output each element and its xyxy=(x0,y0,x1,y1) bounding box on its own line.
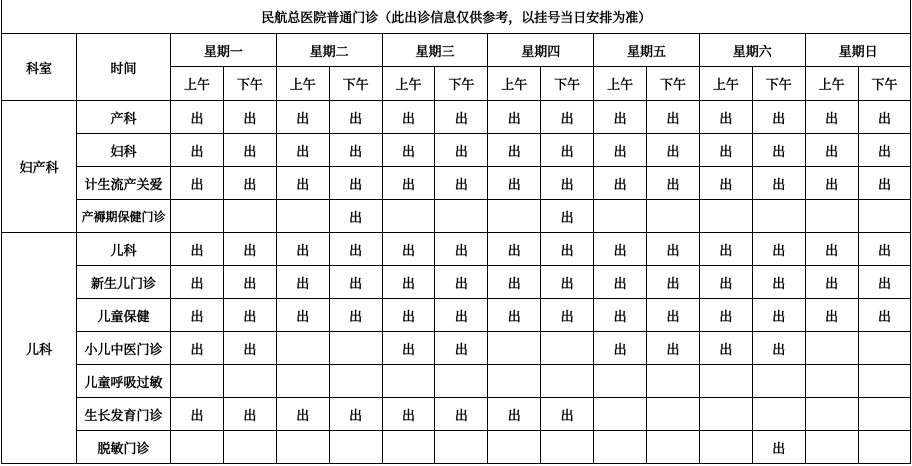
schedule-cell: 出 xyxy=(488,134,541,167)
schedule-cell xyxy=(329,365,382,398)
department-name: 妇产科 xyxy=(2,101,77,233)
schedule-cell xyxy=(699,431,752,464)
schedule-table xyxy=(1,0,911,464)
schedule-cell: 出 xyxy=(171,332,224,365)
schedule-cell: 出 xyxy=(805,167,858,200)
am-header: 上午 xyxy=(488,67,541,101)
schedule-cell xyxy=(858,332,911,365)
schedule-cell: 出 xyxy=(541,299,594,332)
schedule-cell: 出 xyxy=(171,398,224,431)
pm-header: 下午 xyxy=(435,67,488,101)
schedule-cell: 出 xyxy=(647,134,700,167)
schedule-cell: 出 xyxy=(752,266,805,299)
schedule-cell: 出 xyxy=(329,299,382,332)
schedule-cell: 出 xyxy=(858,233,911,266)
schedule-cell xyxy=(382,431,435,464)
schedule-cell: 出 xyxy=(699,233,752,266)
schedule-cell: 出 xyxy=(541,101,594,134)
schedule-cell: 出 xyxy=(594,101,647,134)
schedule-cell xyxy=(382,200,435,233)
schedule-cell: 出 xyxy=(488,299,541,332)
schedule-cell xyxy=(223,365,276,398)
schedule-cell: 出 xyxy=(382,233,435,266)
schedule-cell xyxy=(594,431,647,464)
department-name: 儿科 xyxy=(2,233,77,464)
schedule-cell: 出 xyxy=(329,101,382,134)
schedule-cell: 出 xyxy=(699,299,752,332)
schedule-cell xyxy=(805,398,858,431)
clinic-name: 新生儿门诊 xyxy=(77,266,171,299)
schedule-cell: 出 xyxy=(435,398,488,431)
schedule-cell xyxy=(594,365,647,398)
clinic-name: 产科 xyxy=(77,101,171,134)
schedule-cell: 出 xyxy=(805,266,858,299)
schedule-cell: 出 xyxy=(752,431,805,464)
schedule-cell: 出 xyxy=(329,398,382,431)
schedule-cell: 出 xyxy=(276,266,329,299)
schedule-cell: 出 xyxy=(171,233,224,266)
schedule-cell: 出 xyxy=(699,101,752,134)
schedule-cell xyxy=(858,365,911,398)
schedule-cell: 出 xyxy=(171,167,224,200)
schedule-cell: 出 xyxy=(382,299,435,332)
day-header: 星期三 xyxy=(382,34,488,67)
dept-header: 科室 xyxy=(2,34,77,101)
schedule-cell: 出 xyxy=(858,299,911,332)
schedule-cell: 出 xyxy=(541,233,594,266)
table-title: 民航总医院普通门诊（此出诊信息仅供参考，以挂号当日安排为准） xyxy=(2,0,911,34)
schedule-cell xyxy=(541,365,594,398)
schedule-cell xyxy=(223,431,276,464)
table-row xyxy=(2,101,911,134)
schedule-cell xyxy=(858,398,911,431)
schedule-cell: 出 xyxy=(594,167,647,200)
clinic-name: 计生流产关爱 xyxy=(77,167,171,200)
schedule-cell: 出 xyxy=(435,299,488,332)
schedule-cell: 出 xyxy=(699,167,752,200)
clinic-name: 生长发育门诊 xyxy=(77,398,171,431)
schedule-cell: 出 xyxy=(541,167,594,200)
schedule-cell: 出 xyxy=(382,101,435,134)
schedule-cell xyxy=(329,332,382,365)
day-header: 星期六 xyxy=(699,34,805,67)
schedule-cell xyxy=(752,200,805,233)
schedule-cell: 出 xyxy=(752,332,805,365)
schedule-cell xyxy=(488,200,541,233)
day-header: 星期二 xyxy=(276,34,382,67)
clinic-name: 小儿中医门诊 xyxy=(77,332,171,365)
schedule-cell: 出 xyxy=(223,167,276,200)
clinic-name: 产褥期保健门诊 xyxy=(77,200,171,233)
schedule-cell xyxy=(276,431,329,464)
schedule-cell xyxy=(647,431,700,464)
pm-header: 下午 xyxy=(858,67,911,101)
schedule-cell: 出 xyxy=(858,101,911,134)
schedule-cell: 出 xyxy=(329,266,382,299)
pm-header: 下午 xyxy=(329,67,382,101)
clinic-name: 儿童呼吸过敏 xyxy=(77,365,171,398)
schedule-cell xyxy=(752,398,805,431)
pm-header: 下午 xyxy=(541,67,594,101)
schedule-cell: 出 xyxy=(223,299,276,332)
schedule-cell: 出 xyxy=(276,398,329,431)
schedule-cell: 出 xyxy=(435,233,488,266)
schedule-cell: 出 xyxy=(541,398,594,431)
schedule-cell xyxy=(699,365,752,398)
schedule-cell: 出 xyxy=(594,332,647,365)
schedule-cell: 出 xyxy=(488,266,541,299)
schedule-cell: 出 xyxy=(647,167,700,200)
schedule-cell xyxy=(435,365,488,398)
schedule-cell xyxy=(276,365,329,398)
schedule-cell xyxy=(805,431,858,464)
schedule-cell xyxy=(647,398,700,431)
schedule-cell: 出 xyxy=(435,101,488,134)
schedule-cell: 出 xyxy=(223,233,276,266)
schedule-cell: 出 xyxy=(488,398,541,431)
schedule-cell: 出 xyxy=(752,101,805,134)
schedule-cell: 出 xyxy=(647,332,700,365)
schedule-cell: 出 xyxy=(488,233,541,266)
day-header: 星期五 xyxy=(594,34,700,67)
schedule-cell: 出 xyxy=(752,233,805,266)
schedule-cell: 出 xyxy=(276,101,329,134)
schedule-cell: 出 xyxy=(171,134,224,167)
am-header: 上午 xyxy=(699,67,752,101)
schedule-cell xyxy=(276,200,329,233)
schedule-cell xyxy=(647,200,700,233)
schedule-cell: 出 xyxy=(647,233,700,266)
am-header: 上午 xyxy=(594,67,647,101)
schedule-cell: 出 xyxy=(435,332,488,365)
schedule-cell xyxy=(223,200,276,233)
schedule-cell xyxy=(594,200,647,233)
schedule-cell: 出 xyxy=(223,266,276,299)
schedule-cell: 出 xyxy=(805,134,858,167)
day-header: 星期一 xyxy=(171,34,277,67)
am-header: 上午 xyxy=(805,67,858,101)
schedule-cell: 出 xyxy=(647,266,700,299)
table-row xyxy=(2,200,911,233)
schedule-cell: 出 xyxy=(329,200,382,233)
schedule-cell xyxy=(541,431,594,464)
schedule-cell: 出 xyxy=(594,233,647,266)
schedule-cell: 出 xyxy=(541,200,594,233)
schedule-cell xyxy=(699,200,752,233)
day-header: 星期四 xyxy=(488,34,594,67)
schedule-cell: 出 xyxy=(699,266,752,299)
clinic-name: 脱敏门诊 xyxy=(77,431,171,464)
schedule-cell: 出 xyxy=(488,101,541,134)
pm-header: 下午 xyxy=(223,67,276,101)
schedule-cell: 出 xyxy=(382,134,435,167)
schedule-cell xyxy=(435,431,488,464)
schedule-cell: 出 xyxy=(805,101,858,134)
schedule-cell: 出 xyxy=(223,332,276,365)
table-row xyxy=(2,332,911,365)
schedule-cell xyxy=(171,200,224,233)
schedule-cell xyxy=(647,365,700,398)
table-row xyxy=(2,134,911,167)
schedule-cell: 出 xyxy=(382,332,435,365)
pm-header: 下午 xyxy=(647,67,700,101)
schedule-cell xyxy=(858,200,911,233)
schedule-cell: 出 xyxy=(382,266,435,299)
schedule-cell xyxy=(594,398,647,431)
schedule-cell xyxy=(805,332,858,365)
schedule-cell xyxy=(171,431,224,464)
table-row xyxy=(2,365,911,398)
schedule-cell xyxy=(488,431,541,464)
schedule-cell xyxy=(435,200,488,233)
schedule-cell: 出 xyxy=(171,266,224,299)
clinic-name: 妇科 xyxy=(77,134,171,167)
schedule-cell: 出 xyxy=(171,101,224,134)
clinic-name: 儿科 xyxy=(77,233,171,266)
schedule-cell: 出 xyxy=(435,134,488,167)
schedule-cell xyxy=(488,332,541,365)
schedule-cell xyxy=(858,431,911,464)
am-header: 上午 xyxy=(382,67,435,101)
schedule-cell: 出 xyxy=(858,134,911,167)
schedule-cell: 出 xyxy=(858,266,911,299)
schedule-cell: 出 xyxy=(382,167,435,200)
schedule-cell xyxy=(805,365,858,398)
pm-header: 下午 xyxy=(752,67,805,101)
schedule-cell: 出 xyxy=(594,134,647,167)
schedule-cell: 出 xyxy=(223,101,276,134)
table-row xyxy=(2,233,911,266)
clinic-name: 儿童保健 xyxy=(77,299,171,332)
schedule-cell: 出 xyxy=(223,398,276,431)
table-row xyxy=(2,431,911,464)
schedule-cell xyxy=(382,365,435,398)
schedule-cell: 出 xyxy=(329,233,382,266)
schedule-cell: 出 xyxy=(699,134,752,167)
schedule-cell xyxy=(805,200,858,233)
schedule-cell: 出 xyxy=(541,266,594,299)
schedule-cell: 出 xyxy=(435,167,488,200)
schedule-cell: 出 xyxy=(382,398,435,431)
schedule-cell: 出 xyxy=(276,134,329,167)
schedule-cell: 出 xyxy=(647,101,700,134)
schedule-cell: 出 xyxy=(805,299,858,332)
am-header: 上午 xyxy=(171,67,224,101)
schedule-cell xyxy=(541,332,594,365)
schedule-cell xyxy=(171,365,224,398)
schedule-cell: 出 xyxy=(805,233,858,266)
schedule-cell: 出 xyxy=(276,167,329,200)
schedule-cell xyxy=(488,365,541,398)
schedule-cell: 出 xyxy=(488,167,541,200)
schedule-cell: 出 xyxy=(276,299,329,332)
schedule-cell: 出 xyxy=(276,233,329,266)
schedule-cell: 出 xyxy=(171,299,224,332)
schedule-cell: 出 xyxy=(223,134,276,167)
schedule-cell: 出 xyxy=(329,167,382,200)
schedule-cell: 出 xyxy=(594,266,647,299)
schedule-cell: 出 xyxy=(435,266,488,299)
schedule-cell xyxy=(752,365,805,398)
schedule-cell: 出 xyxy=(752,134,805,167)
table-row xyxy=(2,266,911,299)
table-row xyxy=(2,299,911,332)
table-row xyxy=(2,398,911,431)
schedule-cell: 出 xyxy=(647,299,700,332)
schedule-cell: 出 xyxy=(752,167,805,200)
schedule-cell: 出 xyxy=(699,332,752,365)
schedule-cell: 出 xyxy=(329,134,382,167)
schedule-cell: 出 xyxy=(858,167,911,200)
schedule-cell: 出 xyxy=(541,134,594,167)
schedule-cell: 出 xyxy=(752,299,805,332)
schedule-cell xyxy=(699,398,752,431)
schedule-cell xyxy=(276,332,329,365)
schedule-cell xyxy=(329,431,382,464)
schedule-cell: 出 xyxy=(594,299,647,332)
time-header: 时间 xyxy=(77,34,171,101)
table-row xyxy=(2,167,911,200)
day-header: 星期日 xyxy=(805,34,911,67)
am-header: 上午 xyxy=(276,67,329,101)
